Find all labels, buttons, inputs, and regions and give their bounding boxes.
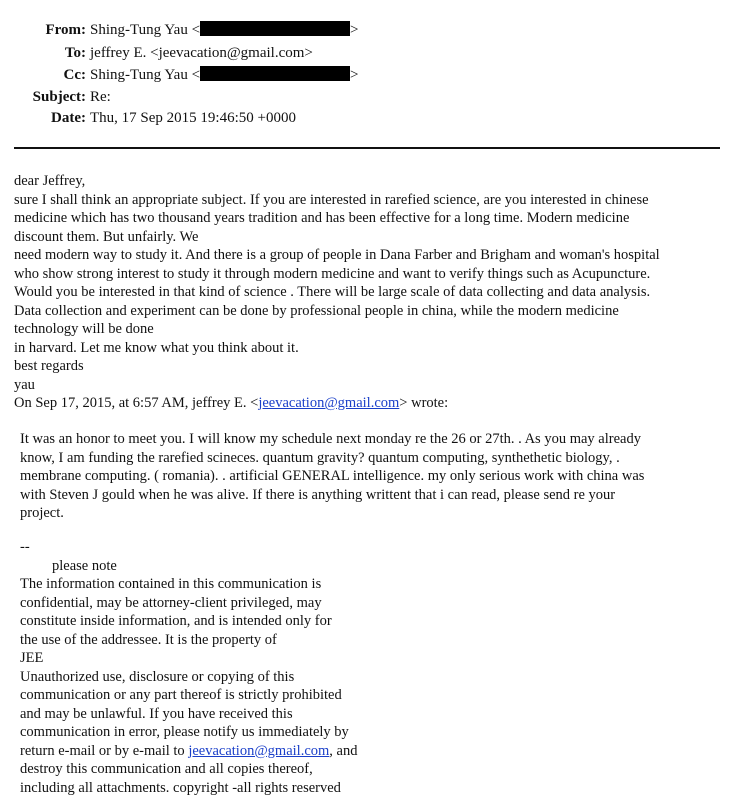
- quoted-line: project.: [20, 505, 64, 521]
- quote-email-link[interactable]: jeevacation@gmail.com: [258, 395, 400, 411]
- reply-line: Data collection and experiment can be done by professional people in china, while the modern medicine: [14, 302, 619, 319]
- reply-line: best regards: [14, 358, 84, 374]
- from-label: From:: [45, 22, 86, 38]
- quote-attribution: [14, 394, 660, 413]
- quoted-line: It was an honor to meet you. I will know my schedule next monday re the 26 or 27th. . As you may already: [20, 431, 641, 447]
- return-suffix: , and: [329, 742, 358, 759]
- cc-label: Cc:: [63, 67, 86, 83]
- reply-line: who show strong interest to study it through modern medicine and want to verify things such as Acupuncture.: [14, 265, 651, 282]
- subject-value: Re:: [90, 89, 111, 105]
- redaction-bar: [200, 21, 350, 36]
- notice-line: constitute inside information, and is intended only for: [20, 613, 332, 629]
- quoted-line: know, I am funding the rarefied scineces. quantum gravity? quantum computing, synthethetic biology, .: [20, 449, 620, 466]
- quote-prefix: On Sep 17, 2015, at 6:57 AM, jeffrey E. <: [14, 395, 259, 411]
- to-row: [0, 43, 313, 63]
- reply-line: in harvard. Let me know what you think about it.: [14, 339, 299, 356]
- subject-row: [0, 87, 111, 107]
- return-prefix: return e-mail or by e-mail to: [20, 742, 189, 759]
- to-value: jeffrey E. <jeevacation@gmail.com>: [90, 45, 313, 61]
- signature-separator: --: [20, 539, 30, 555]
- header-divider: [14, 147, 720, 149]
- return-email-link[interactable]: jeevacation@gmail.com: [188, 742, 330, 759]
- cc-close: >: [350, 67, 359, 83]
- from-name: Shing-Tung Yau <: [90, 22, 201, 38]
- cc-row: [0, 65, 359, 85]
- reply-line: yau: [14, 376, 35, 393]
- quoted-line: membrane computing. ( romania). . artificial GENERAL intelligence. my only serious work with china was: [20, 468, 645, 484]
- notice-line: communication or any part thereof is strictly prohibited: [20, 687, 342, 703]
- quoted-message: [20, 430, 644, 523]
- redaction-bar: [200, 66, 350, 81]
- date-value: Thu, 17 Sep 2015 19:46:50 +0000: [90, 110, 296, 126]
- reply-line: Would you be interested in that kind of science . There will be large scale of data collecting and data analysis.: [14, 284, 651, 300]
- reply-line: need modern way to study it. And there is a group of people in Dana Farber and Brigham and woman's hospital: [14, 247, 660, 263]
- notice-line: JEE: [20, 650, 44, 666]
- subject-label: Subject:: [32, 89, 86, 105]
- date-label: Date:: [51, 110, 86, 126]
- from-row: [0, 20, 359, 40]
- reply-line: technology will be done: [14, 321, 154, 337]
- cc-name: Shing-Tung Yau <: [90, 67, 201, 83]
- quote-suffix: > wrote:: [399, 395, 449, 411]
- from-close: >: [350, 22, 359, 38]
- notice-line: Unauthorized use, disclosure or copying of this: [20, 668, 295, 685]
- notice-line: destroy this communication and all copies thereof,: [20, 761, 313, 777]
- reply-line: medicine which has two thousand years tradition and has been effective for a long time. Modern medicine: [14, 210, 630, 226]
- notice-line: communication in error, please notify us immediately by: [20, 724, 349, 740]
- notice-line: The information contained in this communication is: [20, 576, 322, 592]
- signature-block: [20, 538, 357, 797]
- note-heading: please note: [52, 557, 117, 574]
- reply-line: sure I shall think an appropriate subject. If you are interested in rarefied science, are you interested in chinese: [14, 191, 649, 208]
- notice-line: the use of the addressee. It is the property of: [20, 631, 277, 648]
- reply-line: discount them. But unfairly. We: [14, 228, 199, 245]
- reply-body: [14, 172, 660, 413]
- date-row: [0, 108, 296, 128]
- quoted-line: with Steven J gould when he was alive. If there is anything writtent that i can read, please send re your: [20, 486, 616, 503]
- notice-return-line: [20, 742, 357, 761]
- notice-line: confidential, may be attorney-client privileged, may: [20, 594, 322, 611]
- notice-line: including all attachments. copyright -all rights reserved: [20, 779, 341, 796]
- to-label: To:: [64, 45, 86, 61]
- reply-line: dear Jeffrey,: [14, 173, 86, 189]
- notice-line: and may be unlawful. If you have received this: [20, 705, 293, 722]
